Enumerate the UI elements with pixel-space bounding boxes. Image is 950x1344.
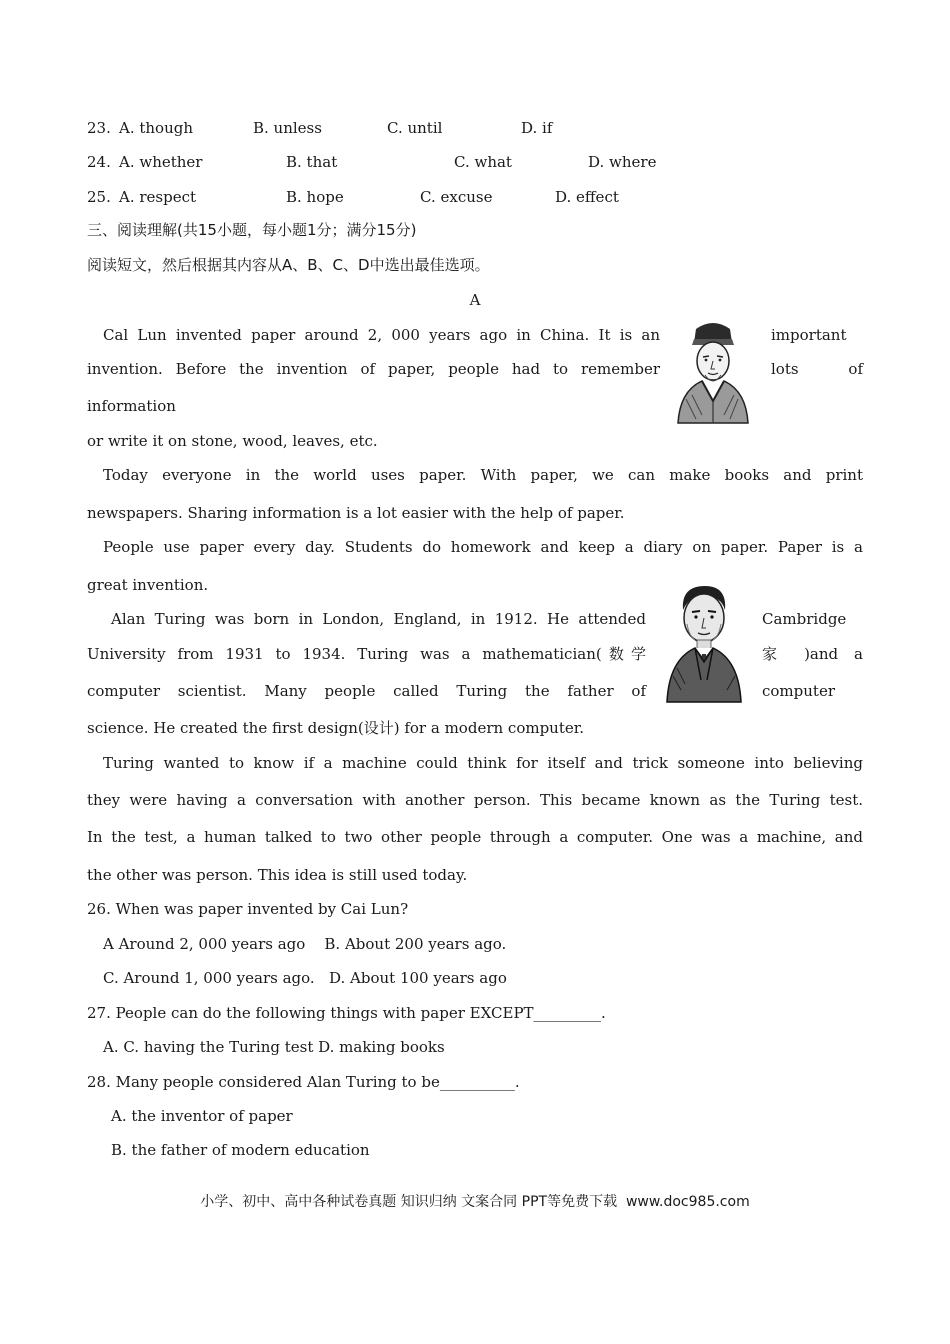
q23-number: 23. — [87, 119, 111, 137]
q27-options-row-1: A. C. having the Turing test D. making books — [103, 1038, 445, 1056]
q24-option-d: D. where — [588, 153, 657, 171]
q25-option-b: B. hope — [286, 188, 344, 206]
q28-option-b: B. the father of modern education — [111, 1141, 370, 1159]
p4-line-2-tail: 家 )and a — [762, 645, 863, 663]
q26-options-row-2: C. Around 1, 000 years ago. D. About 100 years ago — [103, 969, 507, 987]
q23-option-b: B. unless — [253, 119, 322, 137]
q28-option-a: A. the inventor of paper — [111, 1107, 293, 1125]
q24-option-a: A. whether — [119, 153, 203, 171]
p4-line-3-tail: computer — [762, 682, 835, 700]
q26-options-row-1: A Around 2, 000 years ago B. About 200 years ago. — [103, 935, 507, 953]
p5-line-4: the other was person. This idea is still used today. — [87, 866, 468, 884]
q24-option-c: C. what — [454, 153, 512, 171]
q25-option-c: C. excuse — [420, 188, 493, 206]
p5-line-1: Turing wanted to know if a machine could think for itself and trick someone into believing — [103, 754, 863, 772]
q26-stem: 26. When was paper invented by Cai Lun? — [87, 900, 409, 918]
q28-stem: 28. Many people considered Alan Turing to be__________. — [87, 1073, 520, 1091]
p1-line-3: information — [87, 397, 176, 415]
page-footer: 小学、初中、高中各种试卷真题 知识归纳 文案合同 PPT等免费下载 www.doc985.com — [200, 1194, 750, 1210]
p4-line-3: computer scientist. Many people called Turing the father of — [87, 682, 646, 700]
p1-line-2-tail: lots of — [771, 360, 863, 378]
p3-line-1: People use paper every day. Students do homework and keep a diary on paper. Paper is a — [103, 538, 863, 556]
q23-option-a: A. though — [119, 119, 194, 137]
section-instruction: 阅读短文，然后根据其内容从A、B、C、D中选出最佳选项。 — [87, 256, 490, 274]
p4-line-1: Alan Turing was born in London, England, in 1912. He attended — [111, 610, 646, 628]
q25-option-d: D. effect — [555, 188, 619, 206]
q23-option-d: D. if — [521, 119, 553, 137]
p2-line-1: Today everyone in the world uses paper. With paper, we can make books and print — [103, 466, 863, 484]
alan-turing-portrait — [665, 580, 743, 704]
p1-line-1-tail: important — [771, 326, 847, 344]
p4-line-4: science. He created the first design(设计) for a modern computer. — [87, 719, 585, 737]
p4-line-2: University from 1931 to 1934. Turing was a mathematician(数学 — [87, 645, 646, 663]
p2-line-2: newspapers. Sharing information is a lot easier with the help of paper. — [87, 504, 625, 522]
p5-line-3: In the test, a human talked to two other people through a computer. One was a machine, and — [87, 828, 863, 846]
q23-option-c: C. until — [387, 119, 443, 137]
p3-line-2: great invention. — [87, 576, 209, 594]
q25-option-a: A. respect — [119, 188, 197, 206]
passage-label: A — [469, 291, 481, 309]
q25-number: 25. — [87, 188, 111, 206]
p1-line-1: Cal Lun invented paper around 2, 000 years ago in China. It is an — [103, 326, 660, 344]
p4-line-1-tail: Cambridge — [762, 610, 847, 628]
q24-number: 24. — [87, 153, 111, 171]
section-heading: 三、阅读理解(共15小题，每小题1分；满分15分) — [87, 221, 417, 239]
cai-lun-portrait — [672, 315, 754, 425]
q24-option-b: B. that — [286, 153, 338, 171]
q27-stem: 27. People can do the following things with paper EXCEPT_________. — [87, 1004, 606, 1022]
p5-line-2: they were having a conversation with another person. This became known as the Turing test. — [87, 791, 863, 809]
p1-line-2: invention. Before the invention of paper, people had to remember — [87, 360, 660, 378]
p1-line-4: or write it on stone, wood, leaves, etc. — [87, 432, 378, 450]
